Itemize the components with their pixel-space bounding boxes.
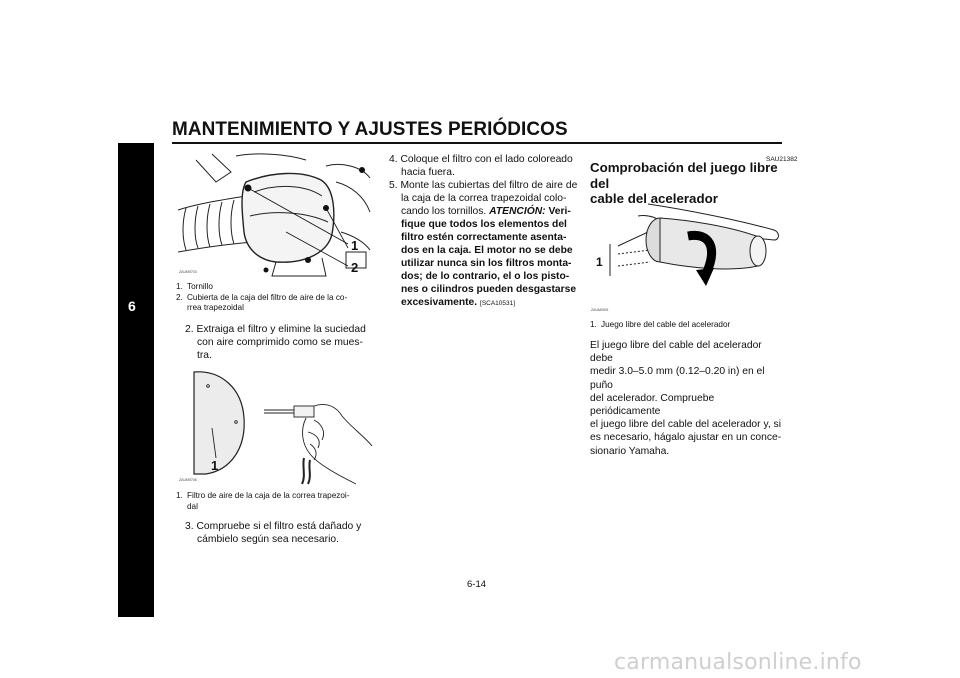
step-text: cando los tornillos. [401,206,487,217]
caption-number: 2. [176,292,183,302]
page-number: 6-14 [467,579,487,590]
figure-code: ZAUM0001 [591,308,609,312]
warning-text: dos en la caja. El motor no se debe [401,245,573,256]
body-line: medir 3.0–5.0 mm (0.12–0.20 in) en el puño [590,366,765,391]
attention-label: ATENCIÓN: [489,206,546,217]
warning-text: fique que todos los elementos del [401,219,567,230]
step-4 [389,153,579,179]
figure-filter-cleaning [176,366,376,486]
figure-code: ZAUM0703 [179,270,197,274]
section-title-line: Comprobación del juego libre del [590,160,778,191]
caution-code: [SCA10531] [480,300,516,307]
caption-text: dal [187,501,198,511]
warning-text: nes o cilindros pueden desgastarse [401,284,577,295]
caption-text: Filtro de aire de la caja de la correa trapezoi- [187,491,350,500]
caption-text: Juego libre del cable del acelerador [601,320,731,329]
figure-code: ZAUM0706 [179,478,197,482]
title-rule [172,142,782,144]
section-code: SAU21382 [766,156,798,163]
throttle-body-text [590,339,786,458]
warning-text: Veri- [548,206,571,217]
body-line: del acelerador. Compruebe periódicamente [590,392,715,418]
warning-text: dos; de lo contrario, el o los pisto- [401,271,570,282]
figure-filter-cover [176,152,372,280]
chapter-number: 6 [128,298,136,314]
section-title-line: cable del acelerador [590,191,718,206]
warning-text: utilizar nunca sin los filtros monta- [401,258,572,269]
step-text: la caja de la correa trapezoidal colo- [401,193,567,204]
figure-throttle-grip [588,196,784,316]
throttle-grip-illustration [588,196,784,316]
step-5 [389,179,579,310]
body-line: el juego libre del cable del acelerador y, si [590,419,781,431]
figure-2-captions [176,491,376,512]
body-line: El juego libre del cable del acelerador debe [590,340,762,365]
filter-cleaning-illustration [176,366,376,486]
callout-1: 1 [211,458,219,473]
figure-1-captions [176,282,376,314]
callout-1: 1 [351,238,359,253]
body-line: es necesario, hágalo ajustar en un conce- [590,432,782,444]
step-text: tra. [197,350,212,361]
chapter-tab [118,143,154,617]
step-2 [185,323,380,362]
step-text: hacia fuera. [401,167,455,178]
warning-text: filtro estén correctamente asenta- [401,232,567,243]
step-text: con aire comprimido como se mues- [197,337,363,348]
step-3 [185,520,380,546]
caption-number: 1. [176,491,183,500]
filter-cover-illustration [176,152,372,280]
caption-number: 1. [590,320,597,329]
callout-2: 2 [351,260,359,275]
step-text: 5. Monte las cubiertas del filtro de aire de [389,180,578,191]
body-line: sionario Yamaha. [590,445,670,457]
caption-text: Cubierta de la caja del filtro de aire de la co- [187,292,348,302]
callout-1: 1 [596,255,603,269]
figure-3-caption [590,320,786,331]
caption-text: rrea trapezoidal [187,303,244,312]
watermark: carmanualsonline.info [614,650,862,675]
step-text: 4. Coloque el filtro con el lado coloreado [389,154,573,165]
step-text: 2. Extraiga el filtro y elimine la suciedad [185,324,366,335]
caption-text: Tornillo [187,282,213,291]
step-text: cámbielo según sea necesario. [197,534,339,545]
caption-number: 1. [176,282,183,291]
page-title: MANTENIMIENTO Y AJUSTES PERIÓDICOS [172,118,568,140]
step-text: 3. Compruebe si el filtro está dañado y [185,521,362,532]
warning-text: excesivamente. [401,297,478,308]
